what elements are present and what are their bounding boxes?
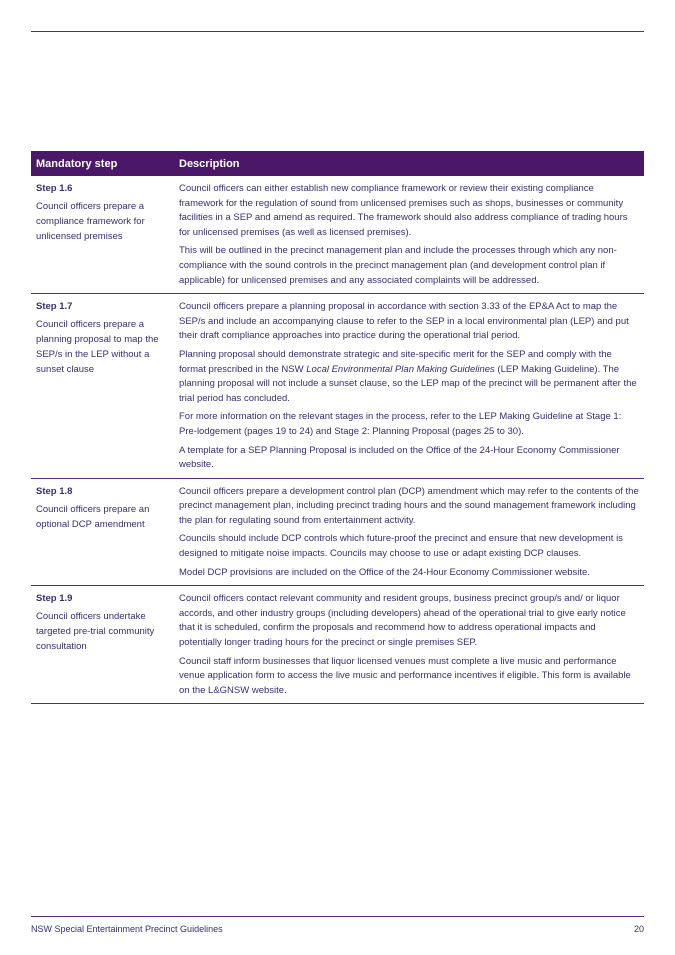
header-rule: [31, 31, 644, 32]
column-header-step: Mandatory step: [31, 151, 174, 176]
description-paragraph: A template for a SEP Planning Proposal is included on the Office of the 24-Hour Economy Commissioner website.: [179, 444, 620, 471]
column-header-description: Description: [174, 151, 644, 176]
description-paragraph: [179, 348, 639, 406]
step-title: Council officers prepare a compliance framework for unlicensed premises: [36, 201, 145, 242]
guideline-title-link-text: Local Environmental Plan Making Guidelines: [306, 363, 495, 375]
step-cell: [31, 586, 174, 704]
step-number: Step 1.8: [36, 485, 73, 497]
step-number: Step 1.7: [36, 301, 73, 313]
table-row: [31, 294, 644, 479]
step-title: Council officers prepare a planning proposal to map the SEP/s in the LEP without a sunset clause: [36, 319, 159, 376]
table-row: [31, 478, 644, 586]
description-cell: [174, 478, 644, 586]
description-paragraph: This will be outlined in the precinct management plan and include the processes through which any non-compliance with the sound controls in the precinct management plan (and development control plan if applicable) for unlicensed premises and any associated complaints will be addressed.: [179, 245, 617, 286]
description-cell: [174, 176, 644, 294]
description-paragraph: Council officers can either establish new compliance framework or review their existing compliance framework for the regulation of sound from unlicensed premises such as shops, businesses or community facilities in a SEP and amend as required. The framework should also address compliance of trading hours for unlicensed premises (as well as licensed premises).: [179, 183, 628, 238]
step-cell: [31, 294, 174, 479]
table-row: [31, 176, 644, 294]
mandatory-steps-table: [31, 151, 644, 704]
description-paragraph: Council officers prepare a development control plan (DCP) amendment which may refer to the contents of the precinct management plan, including precinct trading hours and the sound management framework including the plan for regulating sound from entertainment activity.: [179, 485, 639, 526]
step-number: Step 1.6: [36, 183, 73, 194]
description-paragraph: Model DCP provisions are included on the Office of the 24-Hour Economy Commissioner website.: [179, 566, 590, 578]
step-cell: [31, 176, 174, 294]
description-paragraph: Council officers contact relevant community and resident groups, business precinct group/s and/ or liquor accords, and other industry groups (including developers) ahead of the operational trial to give early notice that it is scheduled, confirm the proposals and recommend how to address operational impacts and potentially longer trading hours for the precinct or single premises SEP.: [179, 593, 626, 649]
step-title: Council officers prepare an optional DCP amendment: [36, 503, 150, 530]
footer-document-title: NSW Special Entertainment Precinct Guidelines: [31, 924, 223, 934]
description-cell: [174, 586, 644, 704]
description-cell: [174, 294, 644, 479]
step-title: Council officers undertake targeted pre-trial community consultation: [36, 611, 155, 653]
table-header-row: [31, 151, 644, 176]
description-paragraph: Councils should include DCP controls which future-proof the precinct and ensure that new development is designed to mitigate noise impacts. Councils may choose to use or adapt existing DCP clauses.: [179, 533, 623, 560]
description-paragraph: Council officers prepare a planning proposal in accordance with section 3.33 of the EP&A Act to map the SEP/s and include an accompanying clause to refer to the SEP in a local environmental plan (LEP) and put their draft compliance approaches into practice during the operational trial period.: [179, 301, 629, 342]
paragraph-text: (LEP Making Guideline). The planning proposal will not include a sunset clause, so the LEP map of the precinct will be permanent after the trial period has concluded.: [179, 363, 637, 404]
step-number: Step 1.9: [36, 593, 73, 605]
step-cell: [31, 478, 174, 586]
table-row: [31, 586, 644, 704]
footer-page-number: 20: [633, 924, 644, 934]
footer-rule: [31, 916, 644, 917]
description-paragraph: Council staff inform businesses that liquor licensed venues must complete a live music and performance venue application form to access the live music and performance incentives if eligible. This form is available on the L&GNSW website.: [179, 655, 631, 696]
description-paragraph: For more information on the relevant stages in the process, refer to the LEP Making Guideline at Stage 1: Pre-lodgement (pages 19 to 24) and Stage 2: Planning Proposal (pages 25 to 30).: [179, 411, 622, 437]
paragraph-text: Planning proposal should demonstrate strategic and site-specific merit for the SEP and comply with the format prescribed in the NSW: [179, 348, 612, 375]
